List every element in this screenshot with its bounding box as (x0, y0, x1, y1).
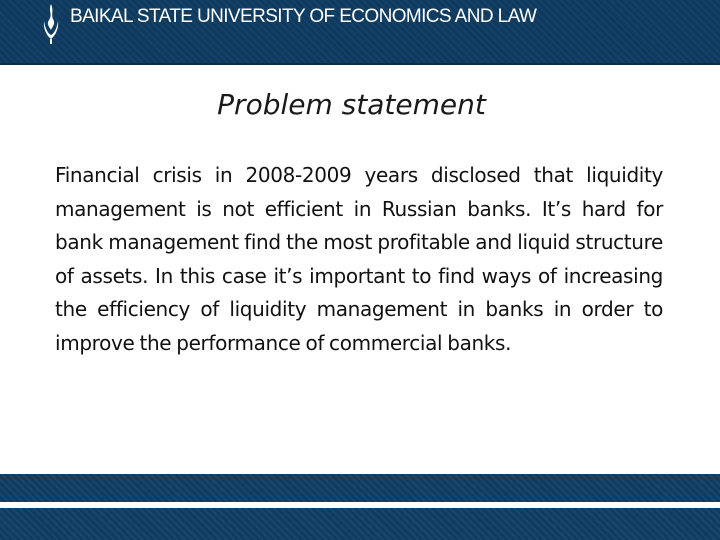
flame-icon (40, 3, 62, 45)
slide-title: Problem statement (217, 88, 486, 121)
footer-stripe-upper (0, 474, 720, 502)
university-name: BAIKAL STATE UNIVERSITY OF ECONOMICS AND LAW (70, 6, 537, 27)
footer-stripe-lower (0, 508, 720, 540)
header-band (0, 0, 720, 65)
body-paragraph: Financial crisis in 2008-2009 years disclosed that liquidity management is not efficient in Russian banks. It’s hard for bank management find the most profitable and liquid structure of assets. In this case it’s important to find ways of increasing the efficiency of liquidity management in banks in order to improve the performance of commercial banks. (55, 163, 663, 355)
